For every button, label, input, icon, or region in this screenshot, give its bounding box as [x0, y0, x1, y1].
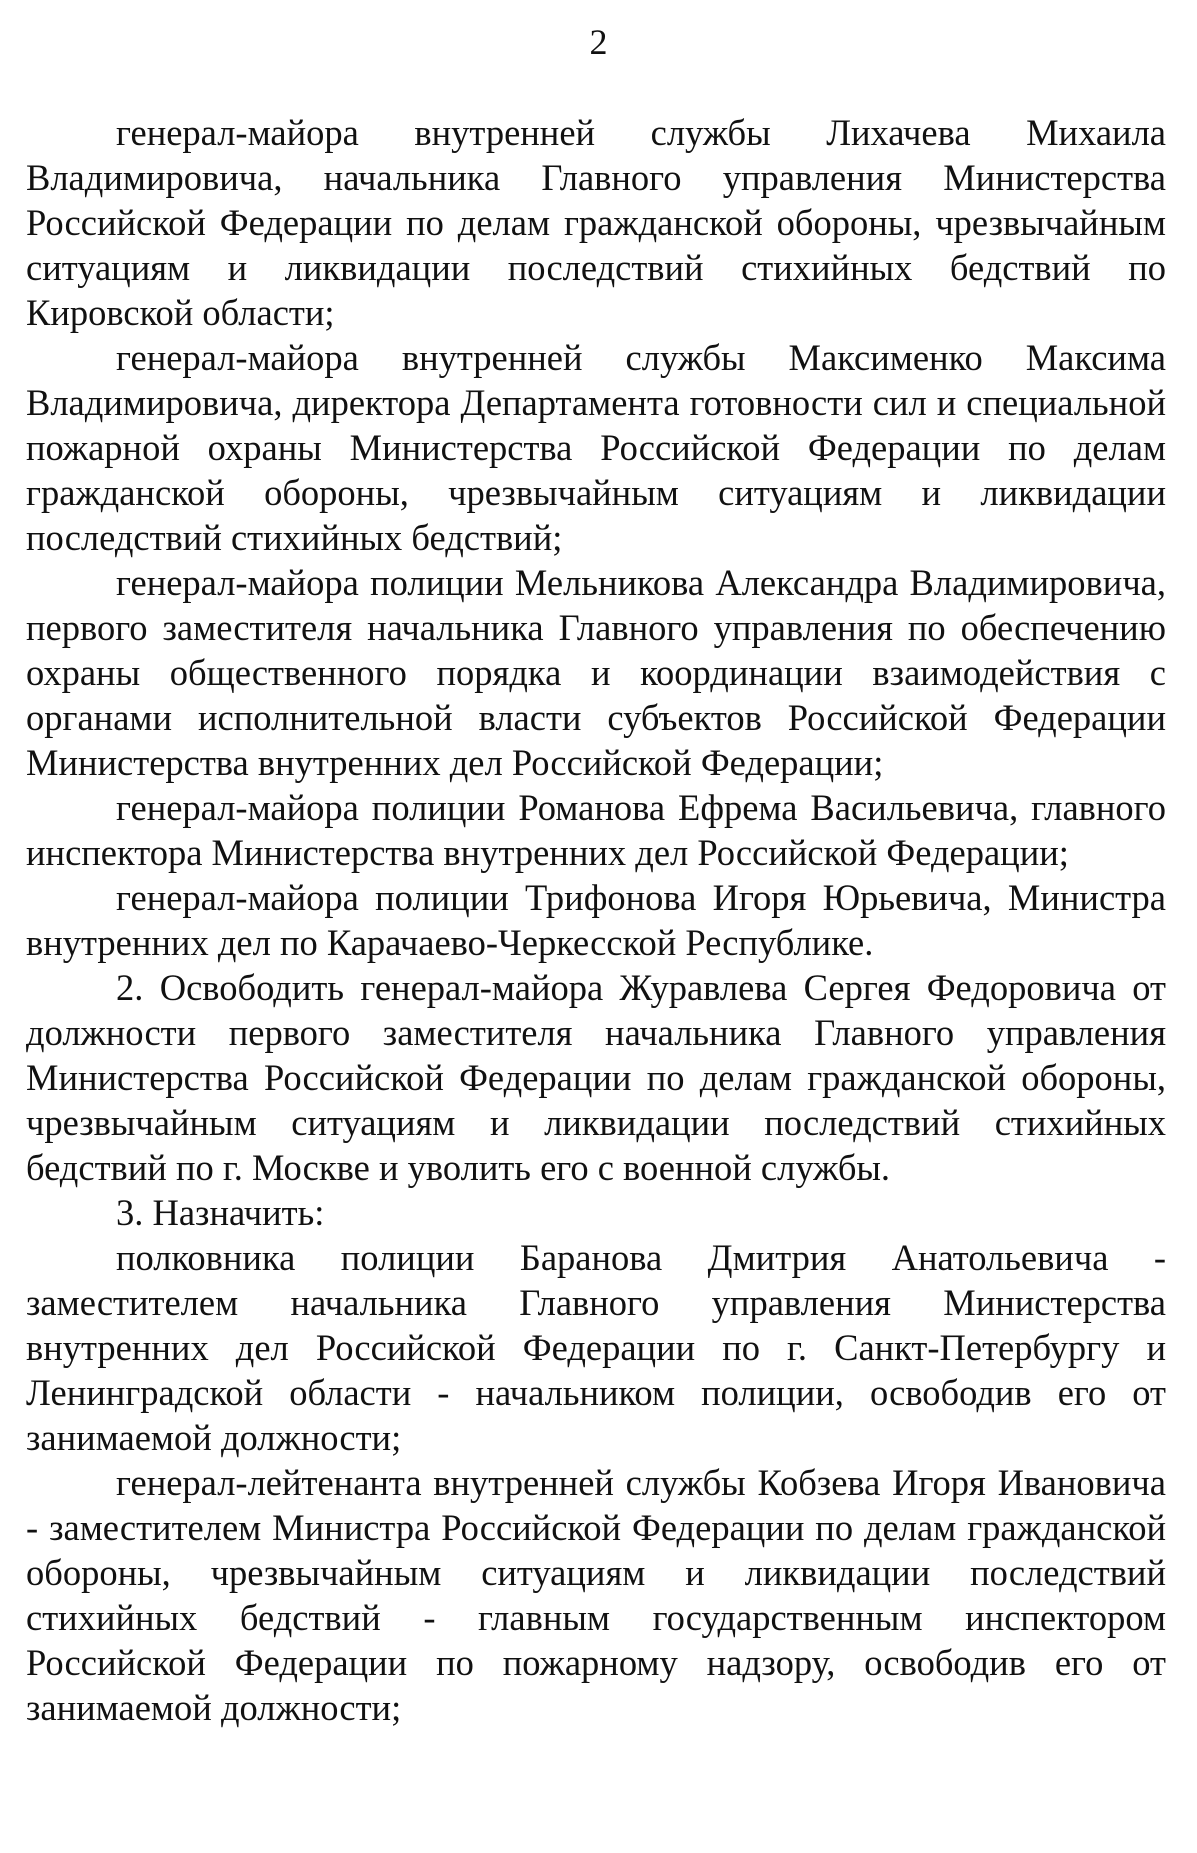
paragraph-baranov: полковника полиции Баранова Дмитрия Анатольевича - заместителем начальника Главного управления Министерства внутренних дел Российской Федерации по г. Санкт-Петербургу и Ленинградской области - начальником полиции, освободив его от занимаемой должности;	[26, 1237, 1166, 1458]
paragraph-likhachev: генерал-майора внутренней службы Лихачева Михаила Владимировича, начальника Главного управления Министерства Российской Федерации по делам гражданской обороны, чрезвычайным ситуациям и ликвидации последствий стихийных бедствий по Кировской области;	[26, 112, 1166, 333]
document-body	[26, 110, 1166, 1730]
paragraph-trifonov: генерал-майора полиции Трифонова Игоря Юрьевича, Министра внутренних дел по Карачаево-Черкесской Республике.	[26, 877, 1166, 963]
paragraph-item-3-heading: 3. Назначить:	[116, 1192, 325, 1233]
paragraph-item-2-release: 2. Освободить генерал-майора Журавлева Сергея Федоровича от должности первого заместителя начальника Главного управления Министерства Российской Федерации по делам гражданской обороны, чрезвычайным ситуациям и ликвидации последствий стихийных бедствий по г. Москве и уволить его с военной службы.	[26, 967, 1166, 1188]
paragraph-kobzev: генерал-лейтенанта внутренней службы Кобзева Игоря Ивановича - заместителем Министра Российской Федерации по делам гражданской обороны, чрезвычайным ситуациям и ликвидации последствий стихийных бедствий - главным государственным инспектором Российской Федерации по пожарному надзору, освободив его от занимаемой должности;	[26, 1462, 1166, 1728]
page-number: 2	[589, 22, 608, 62]
paragraph-melnikov: генерал-майора полиции Мельникова Александра Владимировича, первого заместителя начальника Главного управления по обеспечению охраны общественного порядка и координации взаимодействия с органами исполнительной власти субъектов Российской Федерации Министерства внутренних дел Российской Федерации;	[26, 562, 1166, 783]
paragraph-maksimenko: генерал-майора внутренней службы Максименко Максима Владимировича, директора Департамента готовности сил и специальной пожарной охраны Министерства Российской Федерации по делам гражданской обороны, чрезвычайным ситуациям и ликвидации последствий стихийных бедствий;	[26, 337, 1166, 558]
paragraph-romanov: генерал-майора полиции Романова Ефрема Васильевича, главного инспектора Министерства внутренних дел Российской Федерации;	[26, 787, 1166, 873]
